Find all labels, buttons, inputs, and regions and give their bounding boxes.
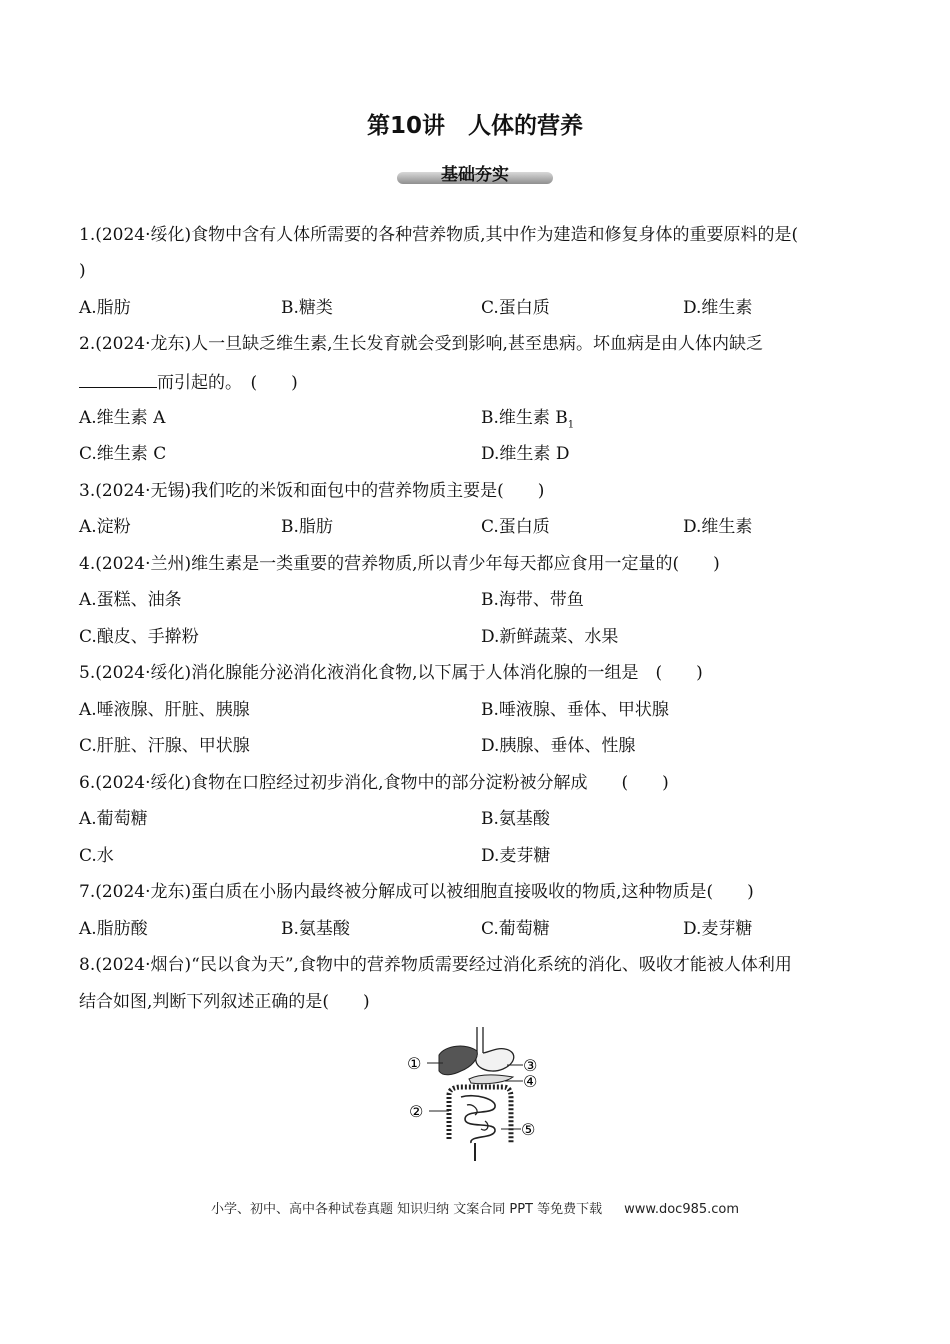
q6-option-a: A.葡萄糖 [79,809,148,829]
q5-option-c: C.肝脏、汗腺、甲状腺 [79,736,250,756]
q3-stem: 3.(2024·无锡)我们吃的米饭和面包中的营养物质主要是( ) [79,481,545,501]
q1-option-c: C.蛋白质 [481,298,550,318]
q7-option-b: B.氨基酸 [281,919,350,939]
figure-label-3: ③ [523,1056,538,1075]
q7-option-a: A.脂肪酸 [79,919,148,939]
large-intestine-shape [449,1087,511,1143]
q2-stem-tail: 而引起的。 ( ) [157,373,298,393]
q3-option-c: C.蛋白质 [481,517,550,537]
figure-label-2: ② [409,1102,424,1121]
q2-option-b-text: B.维生素 B [481,408,568,428]
q8-stem-cont: 结合如图,判断下列叙述正确的是( ) [79,992,370,1012]
page-title: 第10讲 人体的营养 [366,113,583,139]
page-footer [0,1198,950,1217]
intestine-coil-detail [467,1105,488,1130]
pancreas-shape [469,1075,513,1084]
q3-option-a: A.淀粉 [79,517,131,537]
q1-stem: 1.(2024·绥化)食物中含有人体所需要的各种营养物质,其中作为建造和修复身体的重要原料的是( [79,225,799,245]
q3-option-b: B.脂肪 [281,517,333,537]
q6-stem: 6.(2024·绥化)食物在口腔经过初步消化,食物中的部分淀粉被分解成 ( ) [79,773,669,793]
figure-label-1: ① [407,1054,422,1073]
liver-shape [439,1046,477,1075]
footer-url[interactable]: www.doc985.com [624,1202,740,1217]
section-badge [397,160,553,186]
q3-option-d: D.维生素 [683,517,753,537]
q2-stem-cont [79,369,298,395]
q2-stem: 2.(2024·龙东)人一旦缺乏维生素,生长发育就会受到影响,甚至患病。坏血病是由人体内缺乏 [79,334,763,354]
q7-option-d: D.麦芽糖 [683,919,753,939]
q6-option-c: C.水 [79,846,114,866]
q2-option-d: D.维生素 D [481,444,570,464]
digestive-system-figure [405,1025,545,1165]
q2-option-b [481,406,574,437]
figure-label-5: ⑤ [521,1120,536,1139]
stomach-shape [476,1049,514,1071]
small-intestine-shape [461,1096,495,1143]
q2-option-a: A.维生素 A [79,408,166,428]
q6-option-d: D.麦芽糖 [481,846,551,866]
q1-option-b: B.糖类 [281,298,333,318]
q1-option-d: D.维生素 [683,298,753,318]
section-label: 基础夯实 [441,165,509,185]
q7-option-c: C.葡萄糖 [481,919,550,939]
answer-blank [79,369,157,388]
q2-option-b-subscript: 1 [567,419,575,431]
footer-text: 小学、初中、高中各种试卷真题 知识归纳 文案合同 PPT 等免费下载 [210,1202,603,1217]
q1-stem-cont: ) [79,261,86,281]
figure-label-4: ④ [523,1072,538,1091]
q7-stem: 7.(2024·龙东)蛋白质在小肠内最终被分解成可以被细胞直接吸收的物质,这种物质是( ) [79,882,754,902]
q5-option-d: D.胰腺、垂体、性腺 [481,736,636,756]
q1-option-a: A.脂肪 [79,298,131,318]
q2-option-c: C.维生素 C [79,444,167,464]
q4-option-c: C.酿皮、手擀粉 [79,627,199,647]
q4-option-b: B.海带、带鱼 [481,590,584,610]
q5-option-b: B.唾液腺、垂体、甲状腺 [481,700,669,720]
q6-option-b: B.氨基酸 [481,809,550,829]
esophagus-shape [477,1027,483,1055]
q4-stem: 4.(2024·兰州)维生素是一类重要的营养物质,所以青少年每天都应食用一定量的( ) [79,554,720,574]
q4-option-d: D.新鲜蔬菜、水果 [481,627,619,647]
q4-option-a: A.蛋糕、油条 [79,590,182,610]
q8-stem: 8.(2024·烟台)“民以食为天”,食物中的营养物质需要经过消化系统的消化、吸收才能被人体利用 [79,955,792,975]
q5-stem: 5.(2024·绥化)消化腺能分泌消化液消化食物,以下属于人体消化腺的一组是 ( ) [79,663,703,683]
q5-option-a: A.唾液腺、肝脏、胰腺 [79,700,250,720]
